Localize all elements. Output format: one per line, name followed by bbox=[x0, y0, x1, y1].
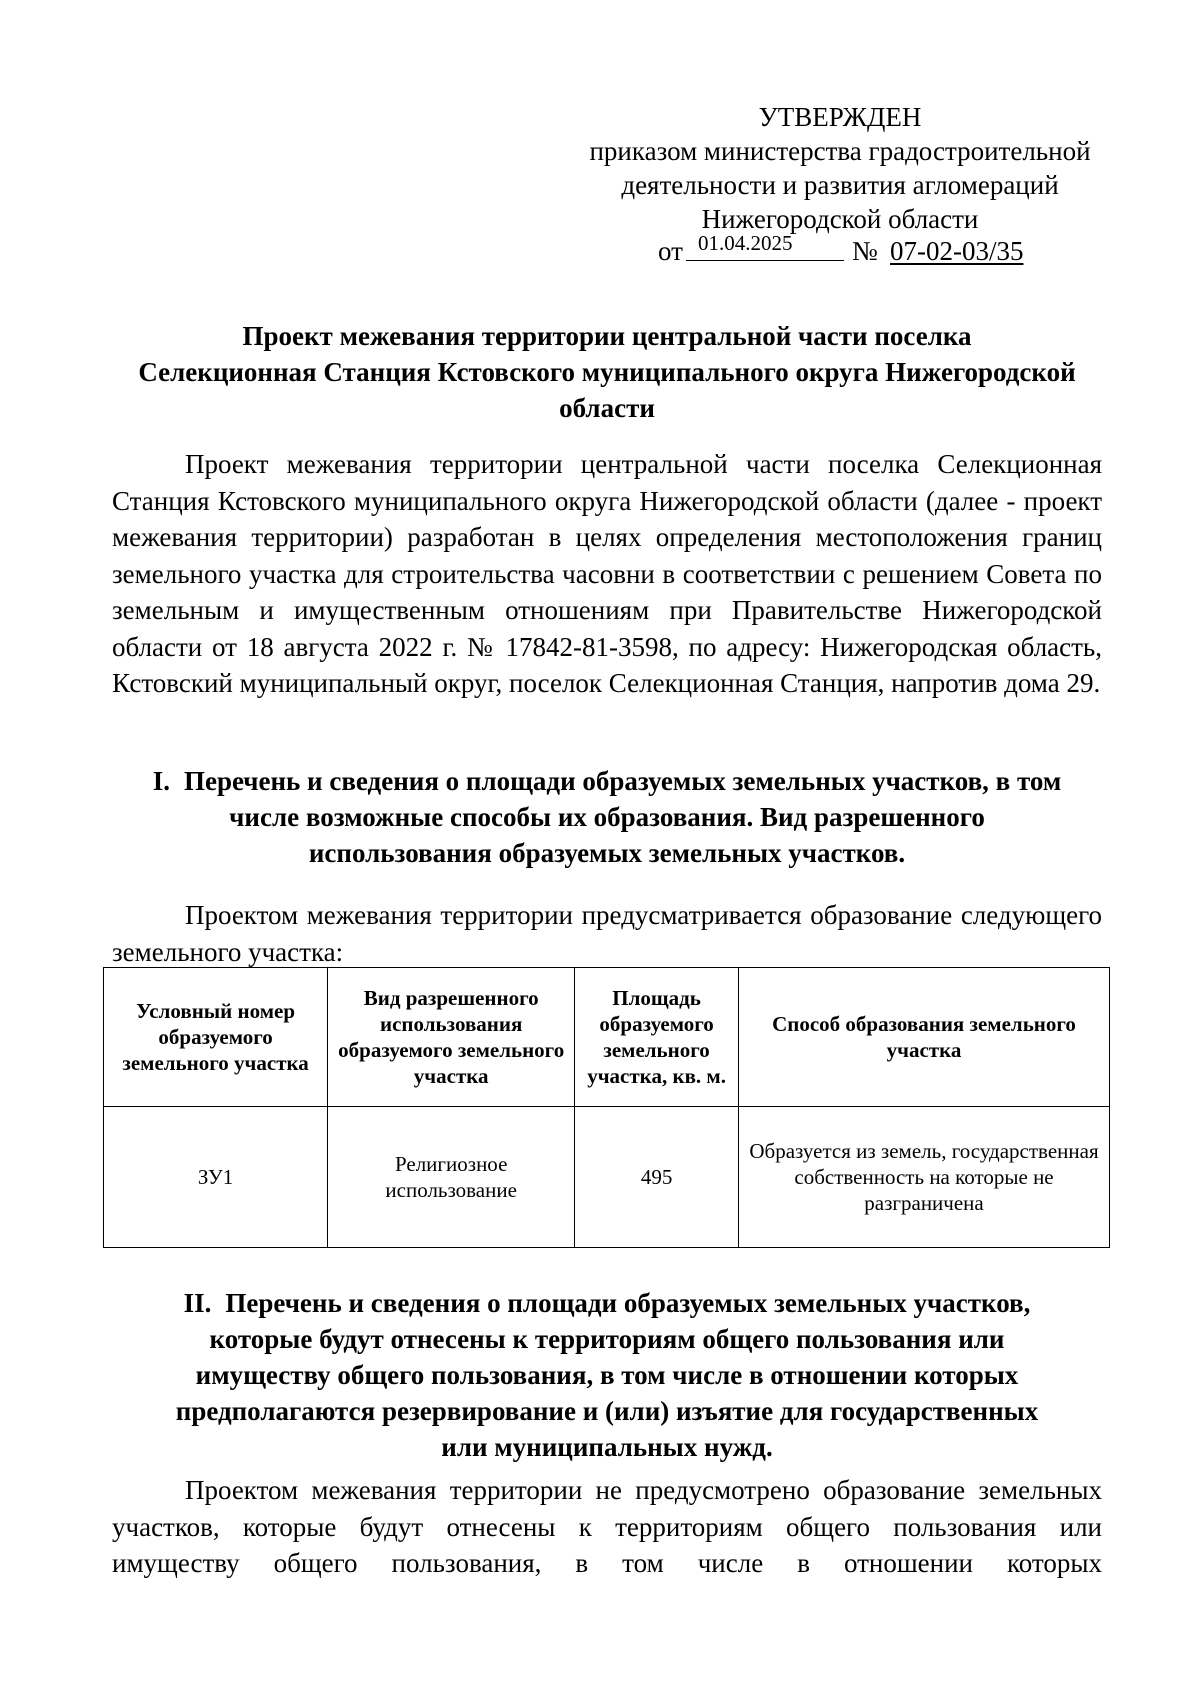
section-1-heading bbox=[112, 763, 1102, 871]
section-number: I. bbox=[152, 766, 170, 796]
table-row bbox=[104, 1107, 1110, 1248]
section-heading-line: числе возможные способы их образования. Вид разрешенного bbox=[229, 802, 985, 832]
number-sign: № bbox=[852, 236, 878, 266]
section-heading-line: Перечень и сведения о площади образуемых земельных участков, bbox=[225, 1288, 1031, 1318]
order-date: 01.04.2025 bbox=[698, 231, 793, 255]
order-date-field bbox=[686, 232, 844, 261]
approval-heading: УТВЕРЖДЕН bbox=[758, 102, 922, 132]
table-header-cell: Площадь образуемого земельного участка, кв. м. bbox=[575, 968, 739, 1107]
section-heading-line: использования образуемых земельных участков. bbox=[308, 838, 906, 868]
table-header-cell: Способ образования земельного участка bbox=[739, 968, 1110, 1107]
intro-paragraph: Проект межевания территории центральной части поселка Селекционная Станция Кстовского муниципального округа Нижегородской области (далее - проект межевания территории) разработан в целях определения местоположения границ земельного участка для строительства часовни в соответствии с решением Совета по земельным и имущественным отношениям при Правительстве Нижегородской области от 18 августа 2022 г. № 17842-81-3598, по адресу: Нижегородская область, Кстовский муниципальный округ, поселок Селекционная Станция, напротив дома 29. bbox=[112, 449, 1102, 698]
date-prefix: от bbox=[658, 236, 683, 266]
section-heading-line: или муниципальных нужд. bbox=[441, 1432, 773, 1462]
section-2-heading bbox=[112, 1285, 1102, 1465]
table-cell: ЗУ1 bbox=[104, 1107, 328, 1248]
table-cell: Религиозное использование bbox=[328, 1107, 575, 1248]
title-line: области bbox=[559, 393, 655, 423]
approval-block bbox=[560, 100, 1120, 236]
table-header-cell: Условный номер образуемого земельного участка bbox=[104, 968, 328, 1107]
title-line: Проект межевания территории центральной части поселка bbox=[242, 321, 972, 351]
land-plot-table bbox=[103, 967, 1110, 1248]
table-cell: 495 bbox=[575, 1107, 739, 1248]
section-2-paragraph: Проектом межевания территории не предусмотрено образование земельных участков, которые будут отнесены к территориям общего пользования или имуществу общего пользования, в том числе в отношении которых bbox=[112, 1475, 1102, 1578]
section-heading-line: Перечень и сведения о площади образуемых земельных участков, в том bbox=[183, 766, 1062, 796]
section-1-paragraph: Проектом межевания территории предусматривается образование следующего земельного участка: bbox=[112, 900, 1102, 967]
order-number: 07-02-03/35 bbox=[890, 236, 1024, 266]
order-date-number bbox=[658, 232, 1058, 266]
approval-line: приказом министерства градостроительной bbox=[589, 136, 1091, 166]
title-line: Селекционная Станция Кстовского муниципального округа Нижегородской bbox=[138, 357, 1076, 387]
section-heading-line: предполагаются резервирование и (или) изъятие для государственных bbox=[175, 1396, 1039, 1426]
table-header-cell: Вид разрешенного использования образуемого земельного участка bbox=[328, 968, 575, 1107]
section-number: II. bbox=[183, 1288, 212, 1318]
section-heading-line: имуществу общего пользования, в том числе в отношении которых bbox=[195, 1360, 1019, 1390]
approval-line: Нижегородской области bbox=[701, 204, 979, 234]
table-header-row bbox=[104, 968, 1110, 1107]
document-title bbox=[112, 318, 1102, 426]
table-cell: Образуется из земель, государственная собственность на которые не разграничена bbox=[739, 1107, 1110, 1248]
approval-line: деятельности и развития агломераций bbox=[621, 170, 1059, 200]
section-heading-line: которые будут отнесены к территориям общего пользования или bbox=[209, 1324, 1005, 1354]
